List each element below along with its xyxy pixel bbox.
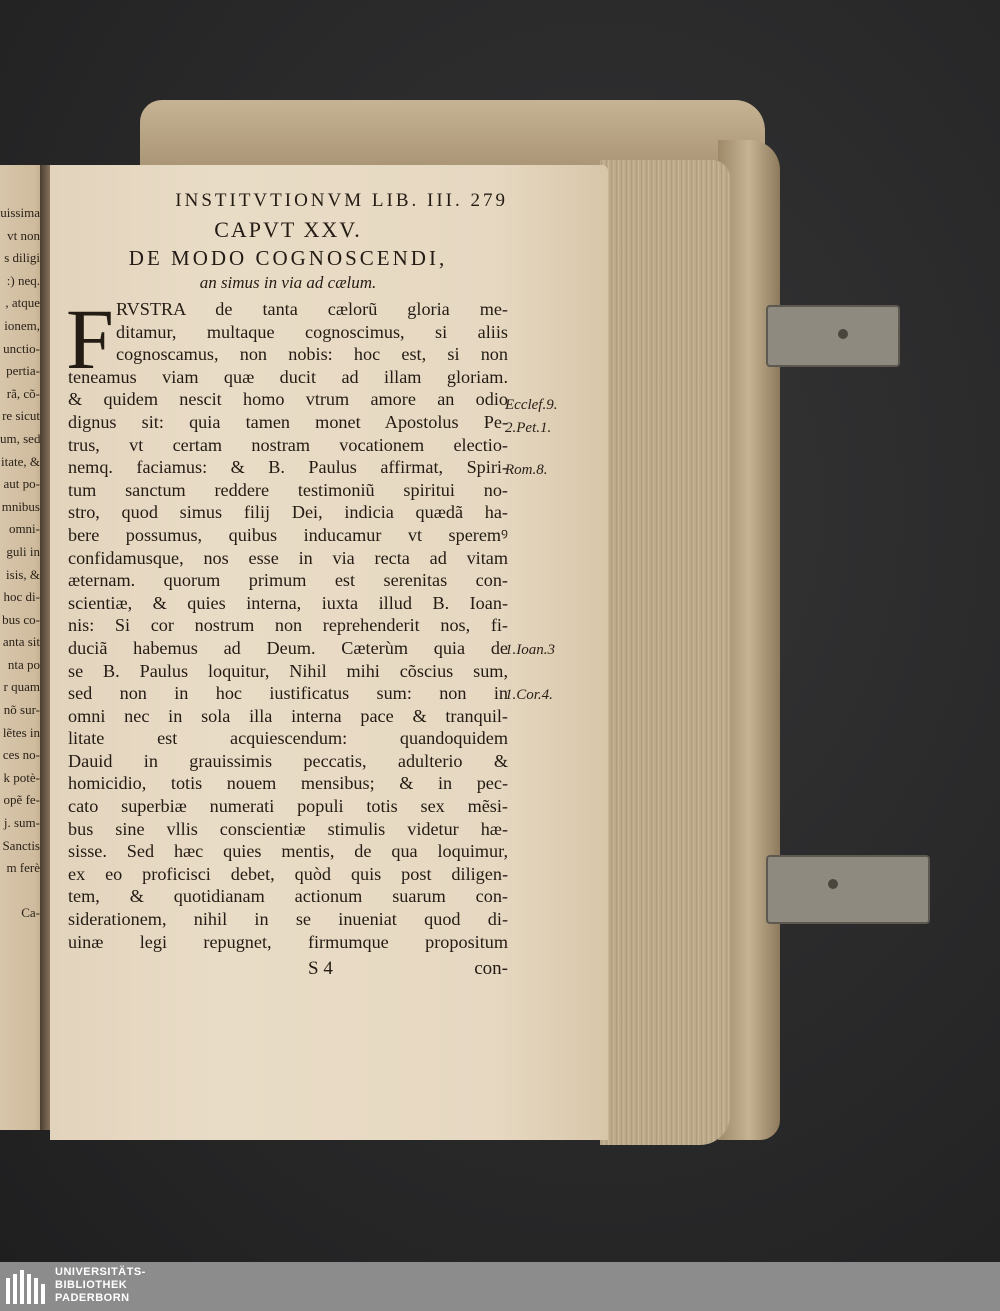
chapter-subtitle: an simus in via ad cælum. xyxy=(199,273,377,292)
text-line: bere possumus, quibus inducamur vt speremꝰ xyxy=(68,524,508,545)
left-page-fragment: lẽtes in xyxy=(2,724,40,740)
library-logo-icon xyxy=(6,1270,46,1304)
text-line: trus, vt certam nostram vocationem electio- xyxy=(68,434,508,455)
left-page-fragment: rã, cõ- xyxy=(6,385,40,401)
left-page-fragment: itate, & xyxy=(1,453,40,469)
text-line: Dauid in grauissimis peccatis, adulterio & xyxy=(68,750,508,771)
left-page-fragment: s diligi xyxy=(4,250,40,266)
page-text-block xyxy=(68,186,508,983)
text-line: tem, & quotidianam actionum suarum con- xyxy=(68,886,508,907)
left-page-fragment: mnibus xyxy=(1,498,40,514)
left-page-fragment: nõ sur- xyxy=(3,702,40,718)
running-head: INSTITVTIONVM LIB. III. 279 xyxy=(175,190,508,211)
left-page-fragment: unctio- xyxy=(3,340,40,356)
left-page-fragment: nta po xyxy=(7,656,40,672)
left-page-fragment: :) neq. xyxy=(6,272,40,288)
chapter-title: DE MODO COGNOSCENDI, xyxy=(128,246,448,270)
text-line: nis: Si cor nostrum non reprehenderit nos, fi- xyxy=(68,615,508,636)
left-page-fragment: omni- xyxy=(8,521,40,537)
text-line: tum sanctum reddere testimoniũ spiritui no- xyxy=(68,479,508,500)
text-line: duciã habemus ad Deum. Cæterùm quia de xyxy=(68,637,508,658)
left-page-fragment: vt non xyxy=(7,227,40,243)
left-page-fragment: , atque xyxy=(5,295,40,311)
left-page-fragment: um, sed xyxy=(0,430,40,446)
text-line: RVSTRA de tanta cælorũ gloria me- xyxy=(116,299,508,319)
left-page-fragment: opẽ fe- xyxy=(3,792,40,808)
library-name-line: PADERBORN xyxy=(55,1292,130,1304)
text-line: & quidem nescit homo vtrum amore an odio xyxy=(68,389,508,410)
text-line: nemq. faciamus: & B. Paulus affirmat, Spiri- xyxy=(68,457,508,478)
library-banner xyxy=(0,1262,1000,1311)
text-line: cato superbiæ numerati populi totis sex mẽsi- xyxy=(68,796,508,817)
left-page-fragment: ionem, xyxy=(4,317,40,333)
left-page-fragment: uissima xyxy=(0,205,40,220)
text-line: sisse. Sed hæc quies mentis, de qua loquimur, xyxy=(68,841,508,862)
text-line: stro, quod simus filij Dei, indicia quædã ha- xyxy=(68,502,508,523)
left-page-fragment: j. sum- xyxy=(3,815,40,831)
left-page-fragment: Sanctis xyxy=(2,837,40,853)
library-name-line: BIBLIOTHEK xyxy=(55,1279,128,1291)
left-page-fragment: bus co- xyxy=(2,611,40,627)
catchword: con- xyxy=(474,958,508,980)
text-line: ex eo proficisci debet, quòd quis post diligen- xyxy=(68,863,508,884)
margin-note: Rom.8. xyxy=(505,462,548,478)
chapter-heading: CAPVT XXV. xyxy=(214,217,362,242)
text-line: omni nec in sola illa interna pace & tranquil- xyxy=(68,705,508,726)
left-page-fragment: isis, & xyxy=(6,566,40,582)
body-text xyxy=(66,291,508,953)
left-page-fragment: aut po- xyxy=(3,476,40,492)
left-page-fragment xyxy=(0,880,40,903)
page-stack-fore-edge xyxy=(600,160,730,1145)
text-line: ditamur, multaque cognoscimus, si aliis xyxy=(116,321,508,342)
signature-mark: S 4 xyxy=(308,958,333,980)
text-line: confidamusque, nos esse in via recta ad vitam xyxy=(68,547,508,568)
clasp-rivet-icon xyxy=(828,879,838,889)
text-line: bus sine vllis conscientiæ stimulis videtur hæ- xyxy=(68,818,508,839)
left-page-fragment: ces no- xyxy=(2,747,40,763)
drop-capital: F xyxy=(66,291,114,387)
text-line: æternam. quorum primum est serenitas con- xyxy=(68,570,508,591)
text-line: homicidio, totis nouem mensibus; & in pec- xyxy=(68,773,508,794)
text-line: dignus sit: quia tamen monet Apostolus Pe- xyxy=(68,411,508,432)
text-line: teneamus viam quæ ducit ad illam gloriam. xyxy=(68,366,508,387)
margin-note: 2.Pet.1. xyxy=(505,420,552,436)
clasp-rivet-icon xyxy=(838,329,848,339)
left-page-fragment: re sicut xyxy=(2,408,40,424)
text-line: se B. Paulus loquitur, Nihil mihi cõscius sum, xyxy=(68,660,508,681)
page-footer-line xyxy=(68,955,508,983)
clasp-top xyxy=(766,305,900,367)
text-line: cognoscamus, non nobis: hoc est, si non xyxy=(116,344,508,365)
text-line: sed non in hoc iustificatus sum: non in xyxy=(68,683,508,704)
left-page-fragment: k potè- xyxy=(3,769,40,785)
left-page-text-fragments xyxy=(0,202,40,925)
left-page-fragment: guli in xyxy=(6,543,40,559)
left-page-fragment: m ferè xyxy=(6,860,40,876)
library-name xyxy=(55,1266,146,1305)
clasp-bottom xyxy=(766,855,930,924)
margin-note: 1.Ioan.3 xyxy=(505,642,555,658)
left-page-fragment: Ca- xyxy=(21,905,40,921)
left-page-fragment: pertia- xyxy=(6,363,40,379)
text-line: uinæ legi repugnet, firmumque propositum xyxy=(68,931,508,952)
text-line: siderationem, nihil in se inueniat quod di- xyxy=(68,909,508,930)
margin-note: 1.Cor.4. xyxy=(505,687,553,703)
left-page-fragment: r quam xyxy=(3,679,40,695)
left-page-fragment: hoc di- xyxy=(3,589,40,605)
margin-note: Ecclef.9. xyxy=(505,397,558,413)
library-name-line: UNIVERSITÄTS- xyxy=(55,1266,146,1278)
text-line: scientiæ, & quies interna, iuxta illud B. Ioan- xyxy=(68,592,508,613)
text-line: litate est acquiescendum: quandoquidem xyxy=(68,728,508,749)
left-page-fragment: anta sit xyxy=(2,634,40,650)
